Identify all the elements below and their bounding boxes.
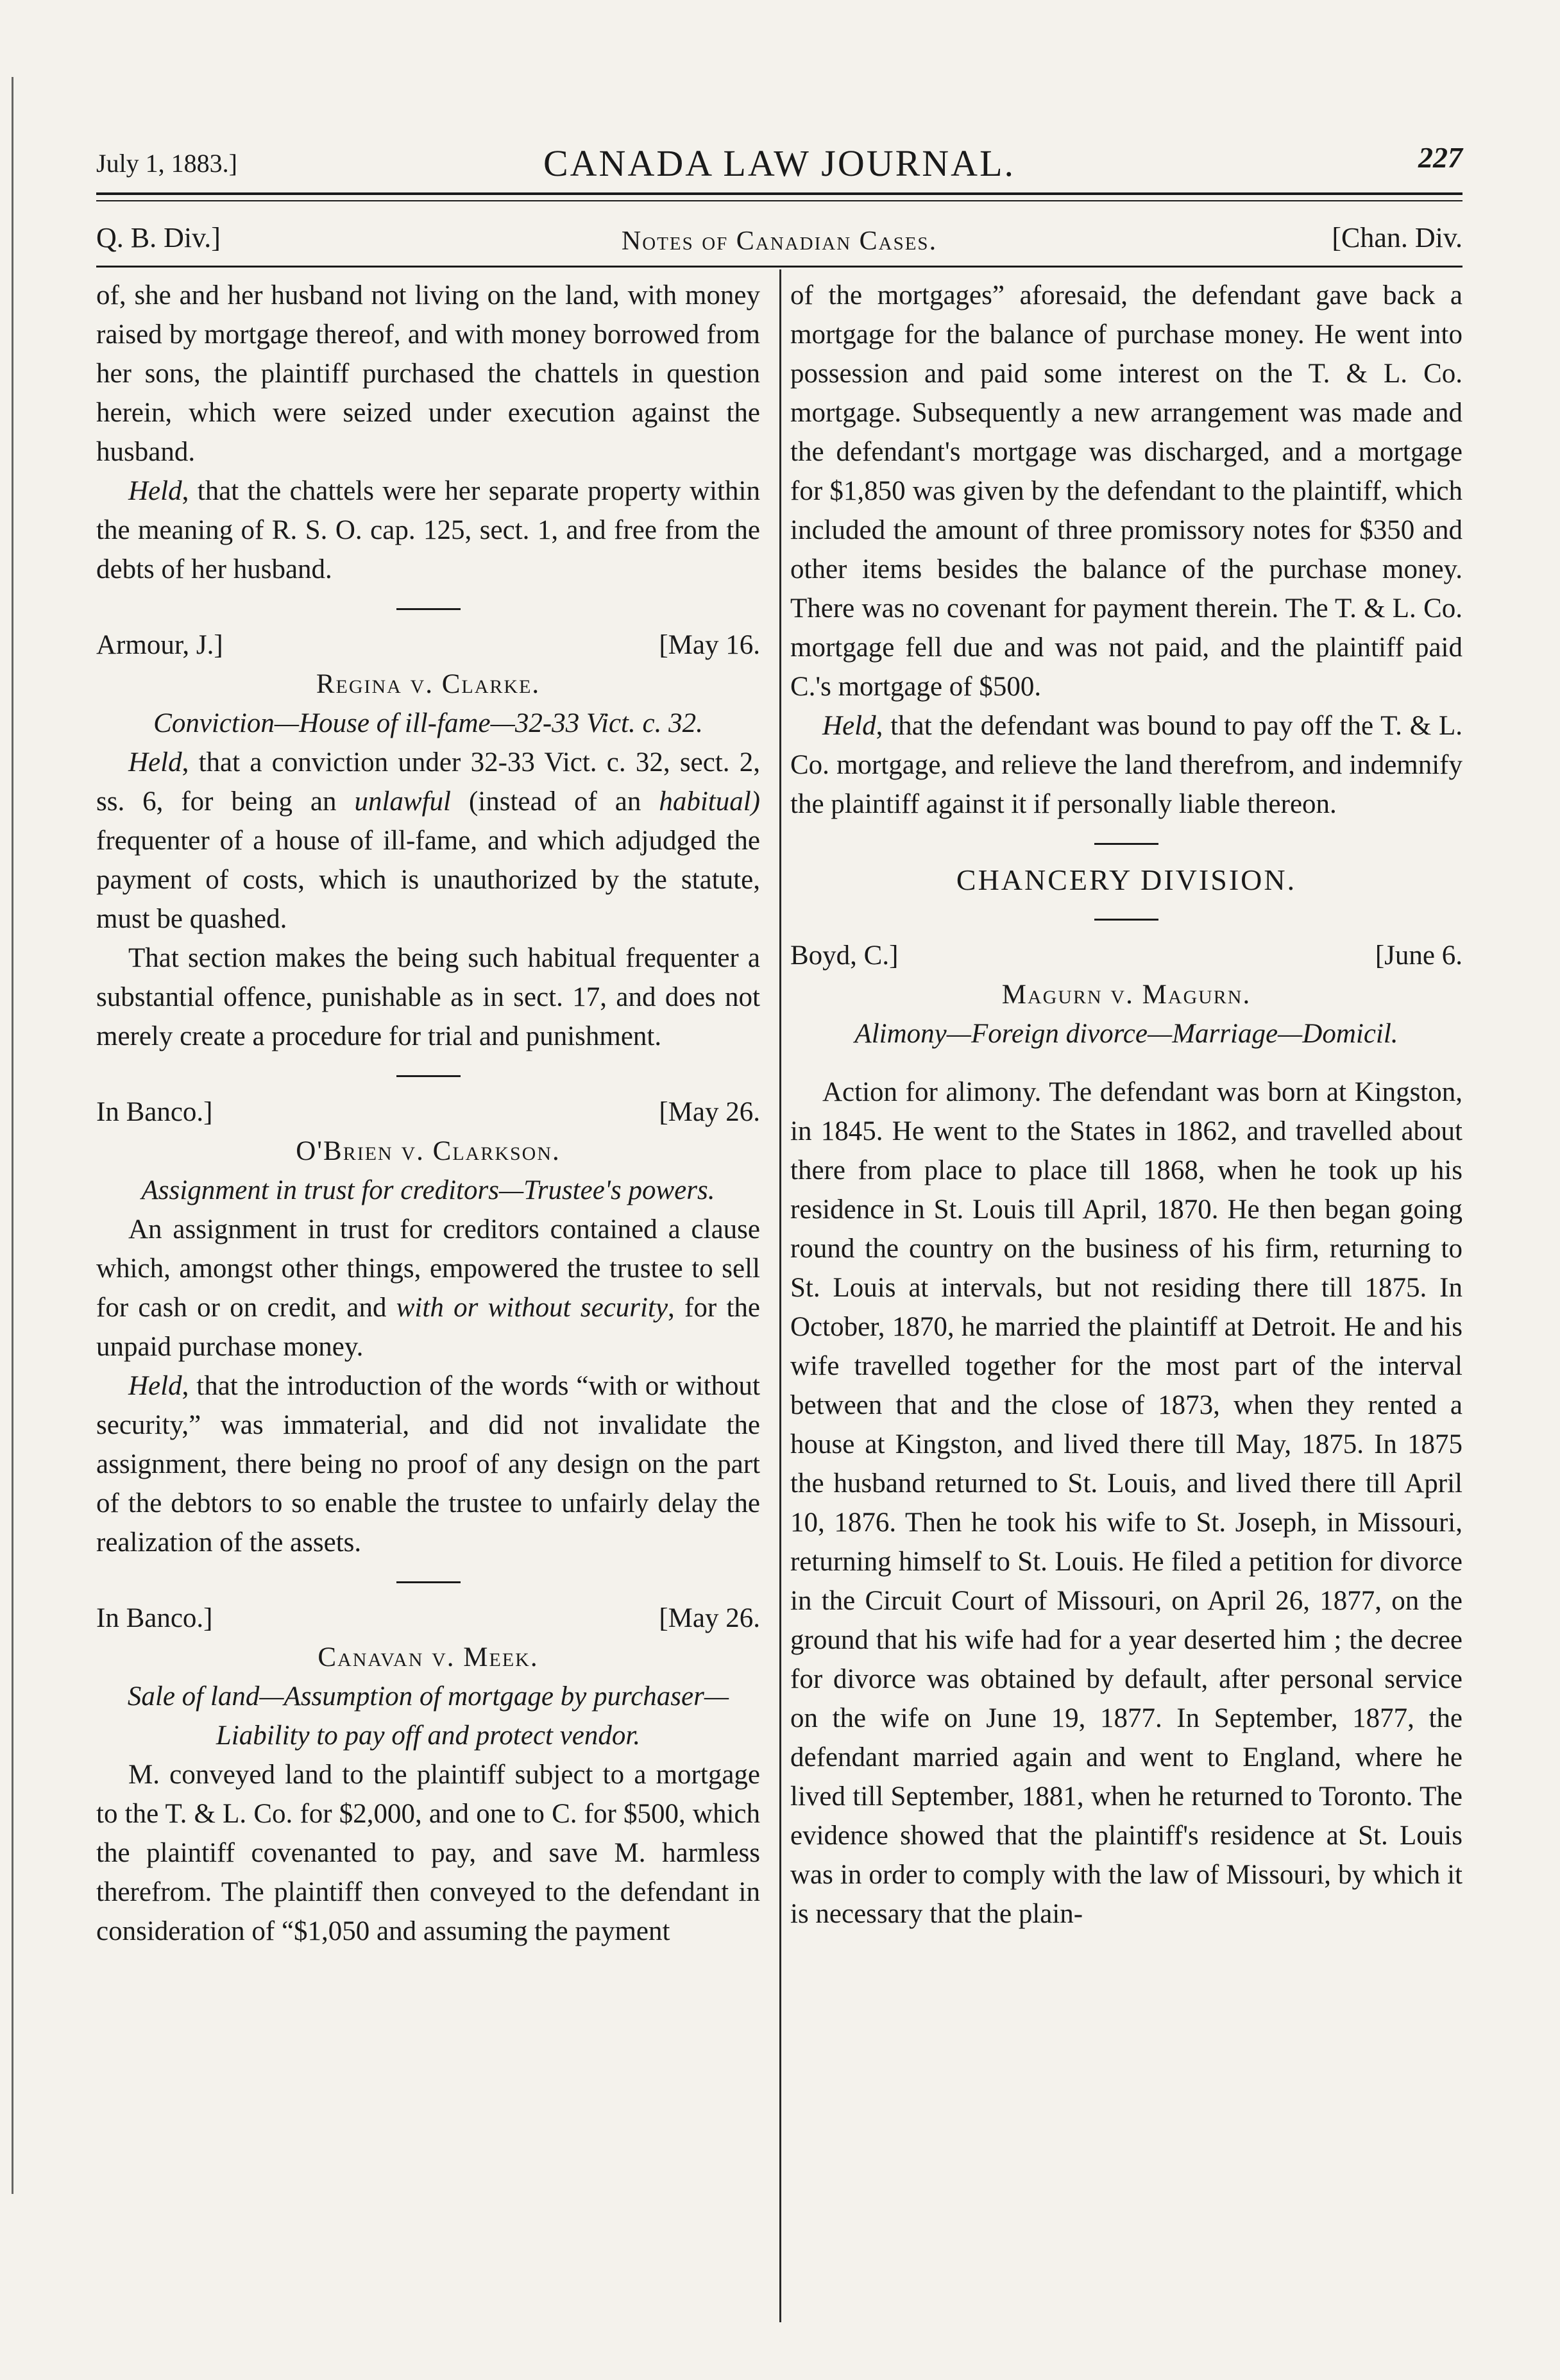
held-paragraph: Held, that the introduction of the words “with or without security,” was immaterial, and did not invalidate the assignment, there being no proof of any design on the part of the debtors to so enable the trustee to unfairly delay the realization of the assets.: [96, 1371, 760, 1558]
case-header-obrien: [96, 1092, 760, 1132]
case-title: Regina v. Clarke.: [316, 669, 541, 699]
case-header-magurn: [790, 936, 1462, 975]
case-header-regina: [96, 625, 760, 665]
division-heading: CHANCERY DIVISION.: [956, 863, 1297, 896]
held-paragraph: Held, that the defendant was bound to pay off the T. & L. Co. mortgage, and relieve the land therefrom, and indemnify the plaintiff against it if personally liable thereon.: [790, 711, 1462, 819]
held-word: Held: [128, 476, 182, 506]
journal-title: CANADA LAW JOURNAL.: [543, 142, 1015, 184]
case-subject: Sale of land—Assumption of mortgage by purchaser—Liability to pay off and protect vendor.: [127, 1681, 729, 1751]
case-date: [May 16.: [659, 630, 760, 660]
case-subject: Alimony—Foreign divorce—Marriage—Domicil.: [854, 1019, 1398, 1049]
header-rule-thick: [96, 192, 1462, 195]
right-division-label: [Chan. Div.: [1332, 222, 1462, 253]
spacer: [790, 1053, 1462, 1073]
case-separator: [1094, 919, 1158, 921]
judge-name: Boyd, C.]: [790, 940, 899, 971]
left-division-label: Q. B. Div.]: [96, 222, 221, 253]
case-subject: Assignment in trust for creditors—Trustee's powers.: [141, 1175, 715, 1205]
case-separator: [396, 608, 461, 610]
body-paragraph: M. conveyed land to the plaintiff subject to a mortgage to the T. & L. Co. for $2,000, and one to C. for $500, which the plaintiff covenanted to pay, and save M. harmless therefrom. The plaintiff then conveyed to the defendant in consideration of “$1,050 and assuming the payment: [96, 1760, 760, 1946]
body-paragraph: Action for alimony. The defendant was born at Kingston, in 1845. He went to the States in 1862, and travelled about there from place to place till 1868, when he took up his residence in St. Louis till April, 1870. He then began going round the country on the business of his firm, returning to St. Louis at intervals, but not residing there till 1875. In October, 1870, he married the plaintiff at Detroit. He and his wife travelled together for the most part of the interval between that and the close of 1873, when they rented a house at Kingston, and lived there till May, 1875. In 1875 the husband returned to St. Louis, and lived there till April 10, 1876. Then he took his wife to St. Joseph, in Missouri, returning himself to St. Louis. He filed a petition for divorce in the Circuit Court of Missouri, on April 26, 1877, on the ground that his wife had for a year deserted him ; the decree for divorce was obtained by default, after personal service on the wife on June 19, 1877. In September, 1877, the defendant married again and went to England, where he lived till September, 1881, when he returned to Toronto. The evidence showed that the plaintiff's residence at St. Louis was in order to comply with the law of Missouri, by which it is necessary that the plain-: [790, 1077, 1462, 1929]
case-date: [May 26.: [659, 1097, 760, 1127]
right-column: [790, 276, 1462, 1934]
judge-name: Armour, J.]: [96, 630, 223, 660]
section-header: [96, 214, 1462, 259]
case-title: Canavan v. Meek.: [318, 1642, 539, 1672]
left-column: [96, 276, 760, 1951]
case-header-canavan: [96, 1599, 760, 1638]
column-divider: [779, 269, 781, 2322]
body-paragraph: That section makes the being such habitual frequenter a substantial offence, punishable as in sect. 17, and does not merely create a procedure for trial and punishment.: [96, 943, 760, 1051]
held-paragraph: Held, that a conviction under 32-33 Vict. c. 32, sect. 2, ss. 6, for being an unlawful (instead of an habitual) frequenter of a house of ill-fame, and which adjudged the payment of costs, which is unauthorized by the statute, must be quashed.: [96, 747, 760, 934]
case-separator: [396, 1075, 461, 1077]
held-paragraph: Held, that the chattels were her separate property within the meaning of R. S. O. cap. 125, sect. 1, and free from the debts of her husband.: [96, 476, 760, 584]
section-rule: [96, 266, 1462, 268]
case-date: [May 26.: [659, 1603, 760, 1633]
issue-date: July 1, 1883.]: [96, 149, 237, 178]
case-title: O'Brien v. Clarkson.: [296, 1136, 561, 1166]
page-number: 227: [1418, 141, 1462, 174]
header-rule-thin: [96, 200, 1462, 201]
case-date: [June 6.: [1375, 940, 1462, 971]
judge-name: In Banco.]: [96, 1603, 213, 1633]
case-subject: Conviction—House of ill-fame—32-33 Vict. c. 32.: [153, 708, 703, 738]
section-separator: [1094, 843, 1158, 845]
case-separator: [396, 1581, 461, 1583]
page-edge-shadow: [12, 77, 13, 2194]
continued-paragraph: of the mortgages” aforesaid, the defendant gave back a mortgage for the balance of purchase money. He went into possession and paid some interest on the T. & L. Co. mortgage. Subsequently a new arrangement was made and the defendant's mortgage was discharged, and a mortgage for $1,850 was given by the defendant to the plaintiff, which included the amount of three promissory notes for $350 and other items besides the balance of the purchase money. There was no covenant for payment therein. The T. & L. Co. mortgage fell due and was not paid, and the plaintiff paid C.'s mortgage of $500.: [790, 280, 1462, 702]
section-title: Notes of Canadian Cases.: [621, 226, 938, 256]
judge-name: In Banco.]: [96, 1097, 213, 1127]
body-paragraph: An assignment in trust for creditors contained a clause which, amongst other things, empowered the trustee to sell for cash or on credit, and with or without security, for the unpaid purchase money.: [96, 1214, 761, 1362]
case-title: Magurn v. Magurn.: [1001, 980, 1251, 1010]
running-header: [96, 127, 1462, 185]
continued-paragraph: of, she and her husband not living on the land, with money raised by mortgage thereof, and with money borrowed from her sons, the plaintiff purchased the chattels in question herein, which were seized under execution against the husband.: [96, 280, 760, 467]
